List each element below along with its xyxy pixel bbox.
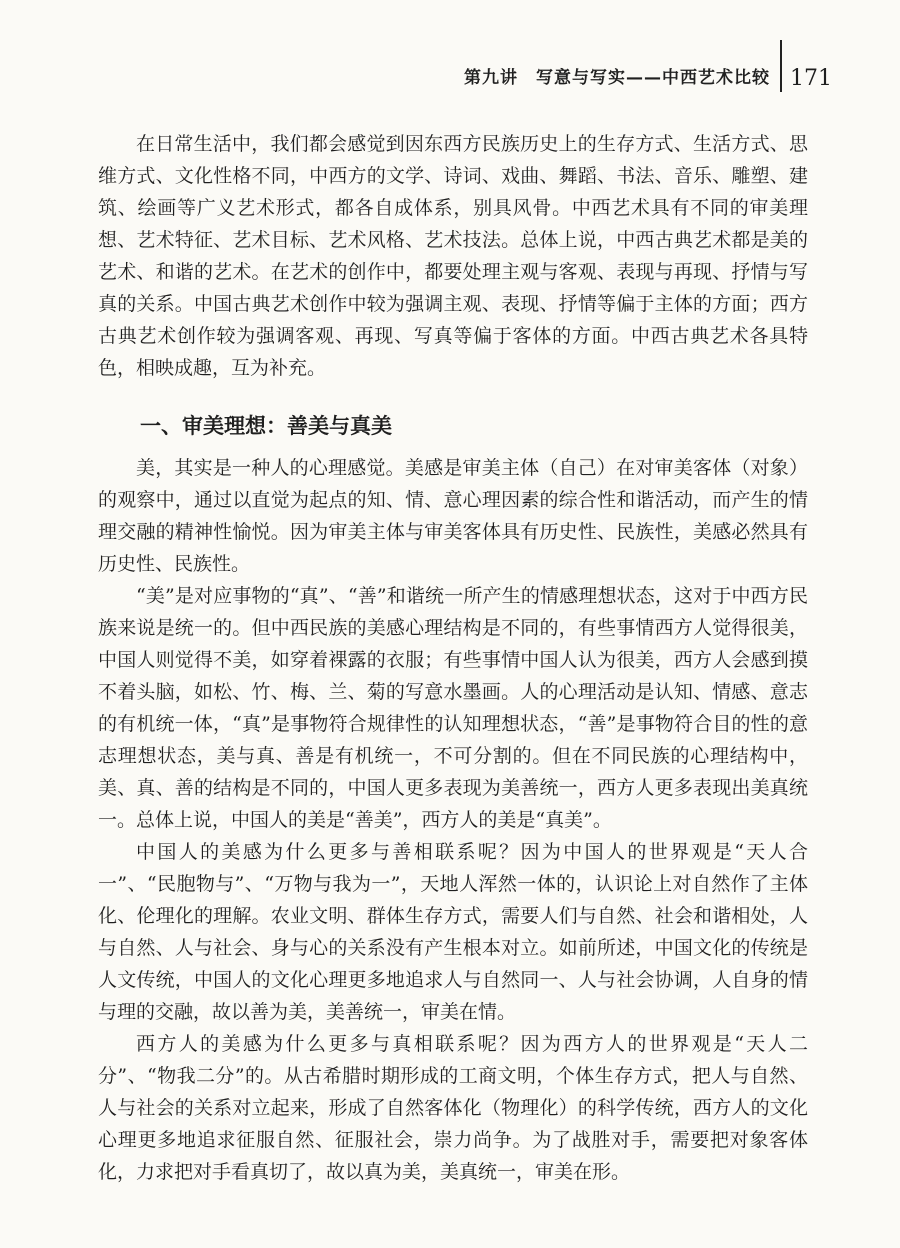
page-number: 171 [790, 66, 832, 91]
intro-paragraph: 在日常生活中，我们都会感觉到因东西方民族历史上的生存方式、生活方式、思维方式、文化性格不同，中西方的文学、诗词、戏曲、舞蹈、书法、音乐、雕塑、建筑、绘画等广义艺术形式，都各自成体系，别具风骨。中西艺术具有不同的审美理想、艺术特征、艺术目标、艺术风格、艺术技法。总体上说，中西古典艺术都是美的艺术、和谐的艺术。在艺术的创作中，都要处理主观与客观、表现与再现、抒情与写真的关系。中国古典艺术创作中较为强调主观、表现、抒情等偏于主体的方面；西方古典艺术创作较为强调客观、再现、写真等偏于客体的方面。中西古典艺术各具特色，相映成趣，互为补充。 [98, 133, 808, 379]
body-paragraph-3: 中国人的美感为什么更多与善相联系呢？因为中国人的世界观是“天人合一”、“民胞物与”、“万物与我为一”，天地人浑然一体的，认识论上对自然作了主体化、伦理化的理解。农业文明、群体生存方式，需要人们与自然、社会和谐相处，人与自然、人与社会、身与心的关系没有产生根本对立。如前所述，中国文化的传统是人文传统，中国人的文化心理更多地追求人与自然同一、人与社会协调，人自身的情与理的交融，故以善为美，美善统一，审美在情。 [98, 841, 808, 1023]
running-title: 第九讲 写意与写实——中西艺术比较 [464, 68, 770, 88]
body-paragraph-4: 西方人的美感为什么更多与真相联系呢？因为西方人的世界观是“天人二分”、“物我二分”的。从古希腊时期形成的工商文明，个体生存方式，把人与自然、人与社会的关系对立起来，形成了自然客体化（物理化）的科学传统，西方人的文化心理更多地追求征服自然、征服社会，崇力尚争。为了战胜对手，需要把对象客体化，力求把对手看真切了，故以真为美，美真统一，审美在形。 [98, 1033, 808, 1183]
section-heading: 一、审美理想：善美与真美 [140, 414, 392, 438]
page-body [98, 128, 808, 1188]
header-divider [780, 40, 782, 92]
body-paragraph-2: “美”是对应事物的“真”、“善”和谐统一所产生的情感理想状态，这对于中西方民族来说是统一的。但中西民族的美感心理结构是不同的，有些事情西方人觉得很美，中国人则觉得不美，如穿着裸露的衣服；有些事情中国人认为很美，西方人会感到摸不着头脑，如松、竹、梅、兰、菊的写意水墨画。人的心理活动是认知、情感、意志的有机统一体，“真”是事物符合规律性的认知理想状态，“善”是事物符合目的性的意志理想状态，美与真、善是有机统一，不可分割的。但在不同民族的心理结构中，美、真、善的结构是不同的，中国人更多表现为美善统一，西方人更多表现出美真统一。总体上说，中国人的美是“善美”，西方人的美是“真美”。 [98, 585, 808, 831]
page-header [464, 40, 832, 92]
body-paragraph-1: 美，其实是一种人的心理感觉。美感是审美主体（自己）在对审美客体（对象）的观察中，通过以直觉为起点的知、情、意心理因素的综合性和谐活动，而产生的情理交融的精神性愉悦。因为审美主体与审美客体具有历史性、民族性，美感必然具有历史性、民族性。 [98, 457, 808, 575]
